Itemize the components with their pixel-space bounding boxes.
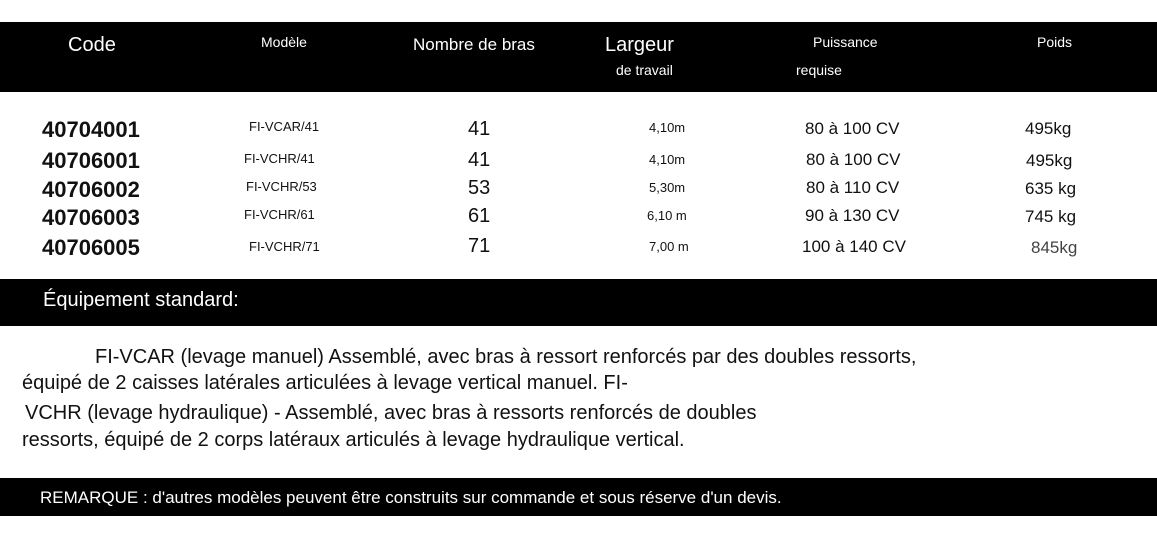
cell-weight: 845kg bbox=[1031, 238, 1078, 257]
cell-weight: 635 kg bbox=[1025, 179, 1077, 198]
note-text: REMARQUE : d'autres modèles peuvent être construits sur commande et sous réserve d'un devis. bbox=[40, 488, 782, 507]
cell-width: 4,10m bbox=[649, 152, 686, 167]
paragraph-line: équipé de 2 caisses latérales articulées à levage vertical manuel. FI- bbox=[22, 372, 628, 394]
header-model: Modèle bbox=[261, 34, 307, 50]
header-power-line1: Puissance bbox=[813, 34, 878, 50]
cell-arms: 41 bbox=[468, 118, 491, 140]
cell-power: 80 à 110 CV bbox=[806, 178, 900, 197]
cell-code: 40706005 bbox=[42, 235, 140, 260]
cell-power: 100 à 140 CV bbox=[802, 237, 906, 256]
cell-code: 40706001 bbox=[42, 148, 140, 173]
cell-code: 40704001 bbox=[42, 117, 140, 142]
header-weight: Poids bbox=[1037, 34, 1073, 50]
standard-equipment-bar bbox=[0, 279, 1157, 326]
header-arms: Nombre de bras bbox=[413, 35, 535, 54]
header-code: Code bbox=[68, 34, 116, 56]
header-width-line1: Largeur bbox=[605, 34, 674, 56]
paragraph-line: FI-VCAR (levage manuel) Assemblé, avec bras à ressort renforcés par des doubles ressorts, bbox=[95, 346, 917, 368]
cell-weight: 495kg bbox=[1026, 151, 1073, 170]
paragraph-line: ressorts, équipé de 2 corps latéraux articulés à levage hydraulique vertical. bbox=[22, 429, 685, 451]
cell-power: 80 à 100 CV bbox=[806, 150, 901, 169]
cell-power: 90 à 130 CV bbox=[805, 206, 900, 225]
cell-model: FI-VCHR/61 bbox=[244, 207, 315, 222]
standard-equipment-title: Équipement standard: bbox=[43, 289, 239, 311]
cell-model: FI-VCAR/41 bbox=[249, 119, 320, 134]
cell-arms: 53 bbox=[468, 177, 491, 199]
cell-width: 6,10 m bbox=[647, 208, 687, 223]
cell-width: 5,30m bbox=[649, 180, 686, 195]
cell-power: 80 à 100 CV bbox=[805, 119, 900, 138]
cell-weight: 495kg bbox=[1025, 119, 1072, 138]
cell-model: FI-VCHR/71 bbox=[249, 239, 320, 254]
header-width-line2: de travail bbox=[616, 62, 673, 78]
cell-arms: 71 bbox=[468, 235, 491, 257]
cell-code: 40706003 bbox=[42, 205, 140, 230]
paragraph-line: VCHR (levage hydraulique) - Assemblé, avec bras à ressorts renforcés de doubles bbox=[25, 402, 757, 424]
cell-model: FI-VCHR/53 bbox=[246, 179, 317, 194]
cell-model: FI-VCHR/41 bbox=[244, 151, 315, 166]
cell-weight: 745 kg bbox=[1025, 207, 1077, 226]
note-bar bbox=[0, 478, 1157, 516]
cell-arms: 41 bbox=[468, 149, 491, 171]
cell-width: 4,10m bbox=[649, 120, 686, 135]
cell-code: 40706002 bbox=[42, 177, 140, 202]
header-power-line2: requise bbox=[796, 62, 842, 78]
cell-width: 7,00 m bbox=[649, 239, 689, 254]
table-header bbox=[0, 22, 1157, 92]
cell-arms: 61 bbox=[468, 205, 491, 227]
